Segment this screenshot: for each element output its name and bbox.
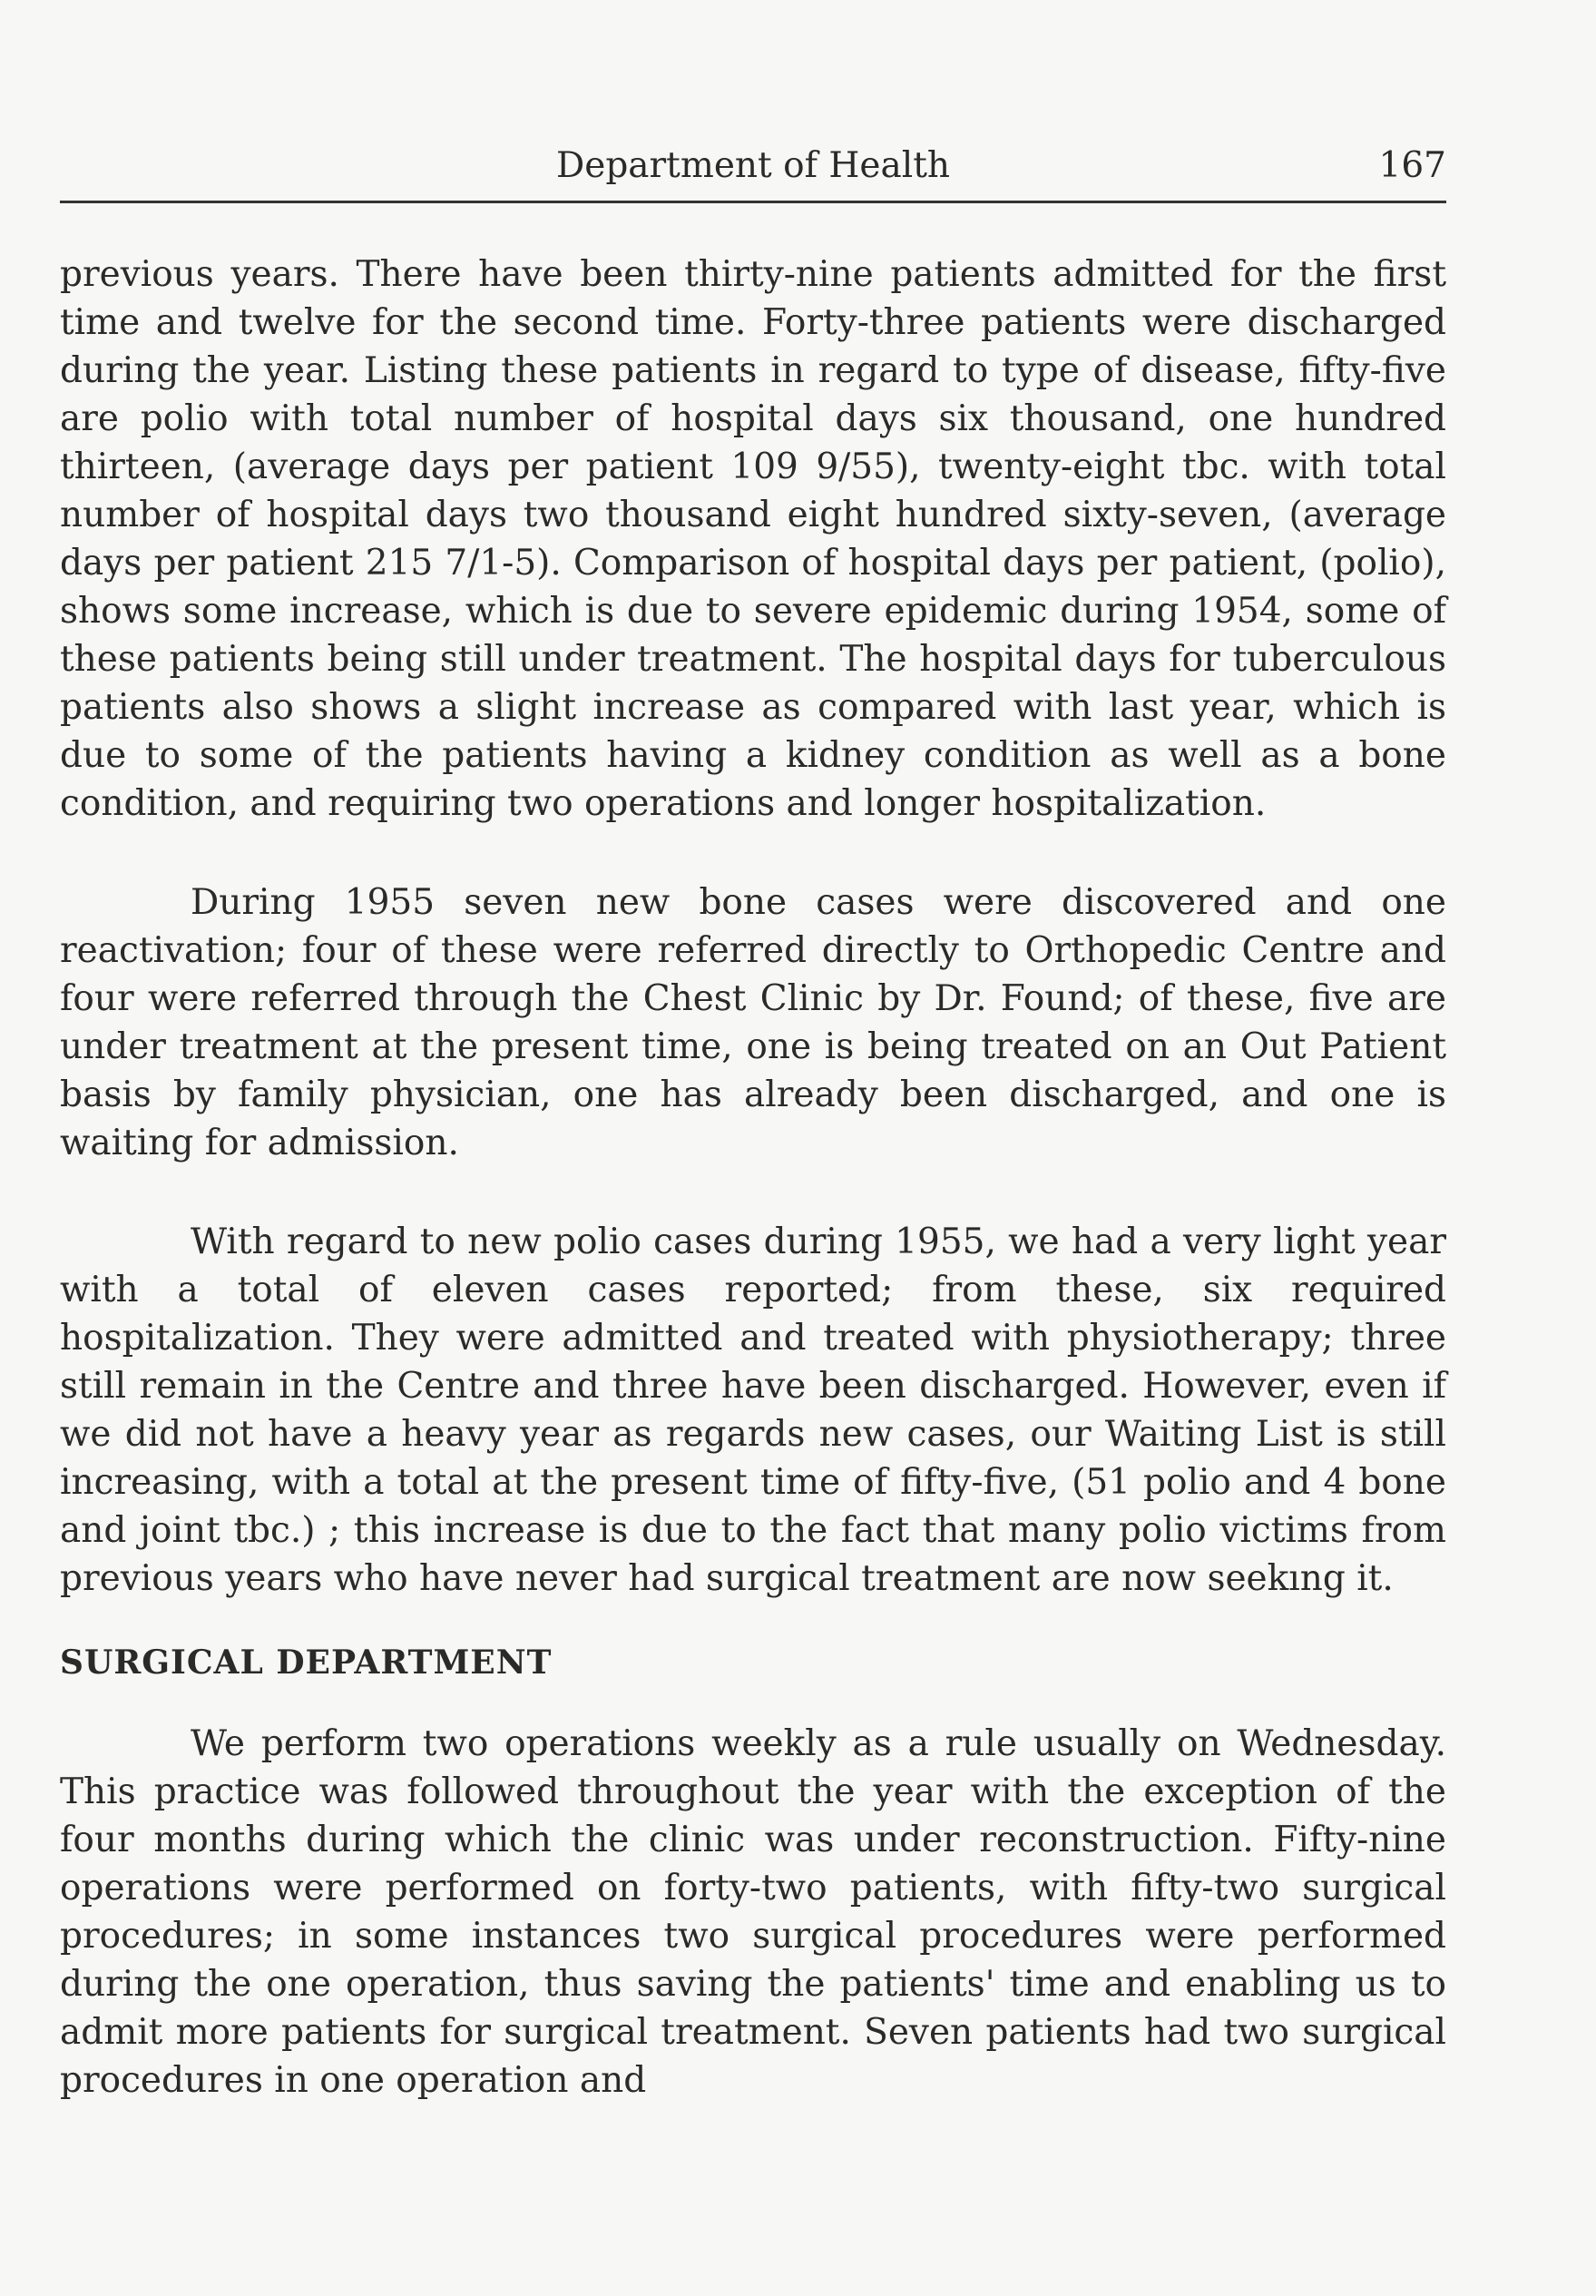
page-header [60,143,1446,189]
running-title: Department of Health [555,145,951,186]
page-body [60,250,1446,2105]
paragraph-continued: previous years. There have been thirty-nine patients admitted for the first time and twelve for the second time. Forty-three patients were discharged during the year. Listing these patients in regard to type of disease, fifty-five are polio with total number of hospital days six thousand, one hundred thirteen, (average days per patient 109 9/55), twenty-eight tbc. with total number of hospital days two thousand eight hundred sixty-seven, (average days per patient 215 7/1-5). Comparison of hospital days per patient, (polio), shows some increase, which is due to severe epidemic during 1954, some of these patients being still under treatment. The hospital days for tuberculous patients also shows a slight increase as compared with last year, which is due to some of the patients having a kidney condition as well as a bone condition, and requiring two operations and longer hospitalization. [60,254,1446,824]
paragraph-surgical: We perform two operations weekly as a rule usually on Wednesday. This practice was followed throughout the year with the exception of the four months during which the clinic was under reconstruction. Fifty-nine operations were performed on forty-two patients, with fifty-two surgical procedures; in some instances two surgical procedures were performed during the one operation, thus saving the patients' time and enabling us to admit more patients for surgical treatment. Seven patients had two surgical procedures in one operation and [60,1723,1446,2101]
paragraph-polio-cases: With regard to new polio cases during 1955, we had a very light year with a total of eleven cases reported; from these, six required hospitalization. They were admitted and treated with physiotherapy; three still remain in the Centre and three have been discharged. However, even if we did not have a heavy year as regards new cases, our Waiting List is still increasing, with a total at the present time of fifty-five, (51 polio and 4 bone and joint tbc.) ; this increase is due to the fact that many polio victims from previous years who have never had surgical treatment are now seekıng it. [60,1222,1446,1599]
header-rule [60,201,1446,203]
paragraph-bone-cases: During 1955 seven new bone cases were discovered and one reactivation; four of these were referred directly to Orthopedic Centre and four were referred through the Chest Clinic by Dr. Found; of these, five are under treatment at the present time, one is being treated on an Out Patient basis by family physician, one has already been discharged, and one is waiting for admission. [60,882,1446,1163]
page-number: 167 [1378,145,1446,186]
section-heading: SURGICAL DEPARTMENT [60,1644,553,1682]
